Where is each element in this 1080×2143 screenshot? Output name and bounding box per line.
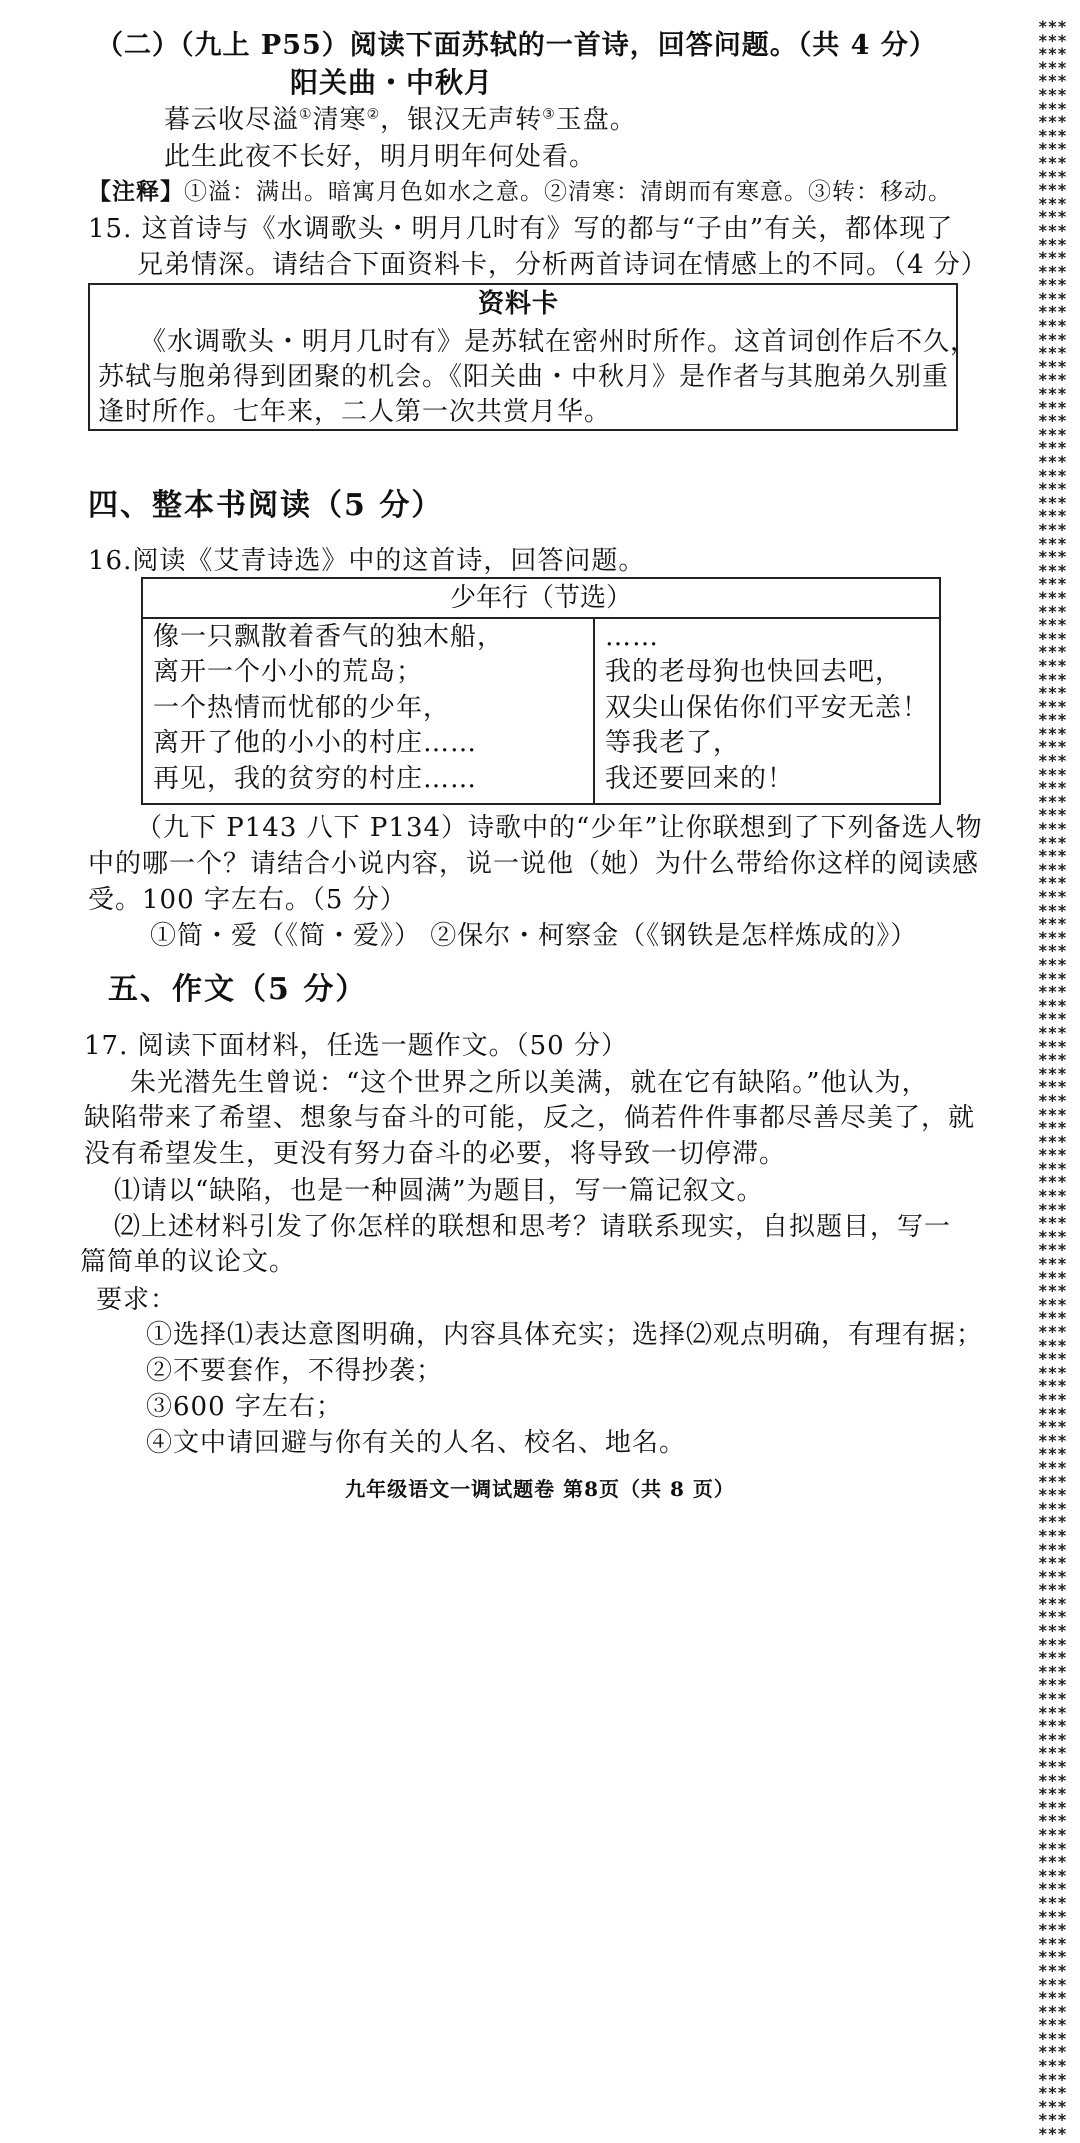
poem-table-divider <box>593 617 595 805</box>
poem-left-line: 一个热情而忧郁的少年， <box>153 693 451 723</box>
poem-right-line: 等我老了， <box>605 728 741 758</box>
poem-line-2: 此生此夜不长好，明月明年何处看。 <box>164 142 597 172</box>
q17-requirement: ②不要套作，不得抄袭； <box>146 1356 444 1386</box>
q17-requirement: ①选择⑴表达意图明确，内容具体充实；选择⑵观点明确，有理有据； <box>146 1320 984 1350</box>
q17-intro: 17. 阅读下面材料，任选一题作文。（50 分） <box>84 1031 628 1061</box>
poem-right-line: 我还要回来的！ <box>605 764 795 794</box>
poem-right-line: …… <box>605 622 659 652</box>
binding-margin-stars: ************************************************************************************************************************************************************************************************************************************************************************************************************************************************************************************************************************************************************************************ <box>1038 17 1067 2143</box>
q15-line-1: 15. 这首诗与《水调歌头・明月几时有》写的都与“子由”有关，都体现了 <box>88 214 954 244</box>
poem-left-line: 离开了他的小小的村庄…… <box>153 728 478 758</box>
q16-question-line-1: （九下 P143 八下 P134）诗歌中的“少年”让你联想到了下列备选人物 <box>136 813 983 843</box>
q17-option-2-line-1: ⑵上述材料引发了你怎样的联想和思考？请联系现实，自拟题目，写一 <box>114 1212 952 1242</box>
q17-option-2-line-2: 篇简单的议论文。 <box>80 1247 297 1277</box>
poem-line-1: 暮云收尽溢①清寒②，银汉无声转③玉盘。 <box>164 105 637 135</box>
q16-options: ①简・爱（《简・爱》） ②保尔・柯察金（《钢铁是怎样炼成的》） <box>150 921 918 951</box>
info-card-line-2: 苏轼与胞弟得到团聚的机会。《阳关曲・中秋月》是作者与其胞弟久别重 <box>98 362 950 392</box>
info-card-line-3: 逢时所作。七年来，二人第一次共赏月华。 <box>98 397 612 427</box>
poem-left-line: 再见，我的贫穷的村庄…… <box>153 764 478 794</box>
poem-table-title: 少年行（节选） <box>143 579 939 619</box>
page-footer: 九年级语文一调试题卷 第8页（共 8 页） <box>345 1477 735 1501</box>
note-label: 【注释】 <box>88 178 184 205</box>
section2-heading: （二）（九上 P55）阅读下面苏轼的一首诗，回答问题。（共 4 分） <box>96 30 937 61</box>
poem-notes <box>88 175 952 209</box>
q16-intro: 16.阅读《艾青诗选》中的这首诗，回答问题。 <box>88 546 646 576</box>
poem-left-line: 像一只飘散着香气的独木船， <box>153 622 505 652</box>
section5-heading: 五、作文（5 分） <box>108 972 368 1007</box>
poem-title: 阳关曲・中秋月 <box>290 66 494 99</box>
note-text: ①溢：满出。暗寓月色如水之意。②清寒：清朗而有寒意。③转：移动。 <box>184 179 952 205</box>
q16-question-line-2: 中的哪一个？请结合小说内容，说一说他（她）为什么带给你这样的阅读感 <box>88 849 980 879</box>
q17-requirement: ④文中请回避与你有关的人名、校名、地名。 <box>146 1428 687 1458</box>
poem-right-line: 双尖山保佑你们平安无恙！ <box>605 693 930 723</box>
q16-question-line-3: 受。100 字左右。（5 分） <box>88 885 407 915</box>
info-card-title: 资料卡 <box>478 289 560 319</box>
q15-line-2: 兄弟情深。请结合下面资料卡，分析两首诗词在情感上的不同。（4 分） <box>137 250 988 280</box>
info-card-line-1: 《水调歌头・明月几时有》是苏轼在密州时所作。这首词创作后不久， <box>140 327 978 357</box>
q17-material-line-3: 没有希望发生，更没有努力奋斗的必要，将导致一切停滞。 <box>84 1139 787 1169</box>
q17-option-1: ⑴请以“缺陷，也是一种圆满”为题目，写一篇记叙文。 <box>114 1176 764 1206</box>
section4-heading: 四、整本书阅读（5 分） <box>88 488 444 523</box>
poem-left-line: 离开一个小小的荒岛； <box>153 657 424 687</box>
poem-right-line: 我的老母狗也快回去吧， <box>605 657 903 687</box>
q17-requirements-label: 要求： <box>96 1285 178 1315</box>
q17-material-line-2: 缺陷带来了希望、想象与奋斗的可能，反之，倘若件件事都尽善尽美了，就 <box>84 1103 976 1133</box>
q17-requirement: ③600 字左右； <box>146 1392 343 1422</box>
q17-material-line-1: 朱光潜先生曾说：“这个世界之所以美满，就在它有缺陷。”他认为， <box>130 1068 929 1098</box>
